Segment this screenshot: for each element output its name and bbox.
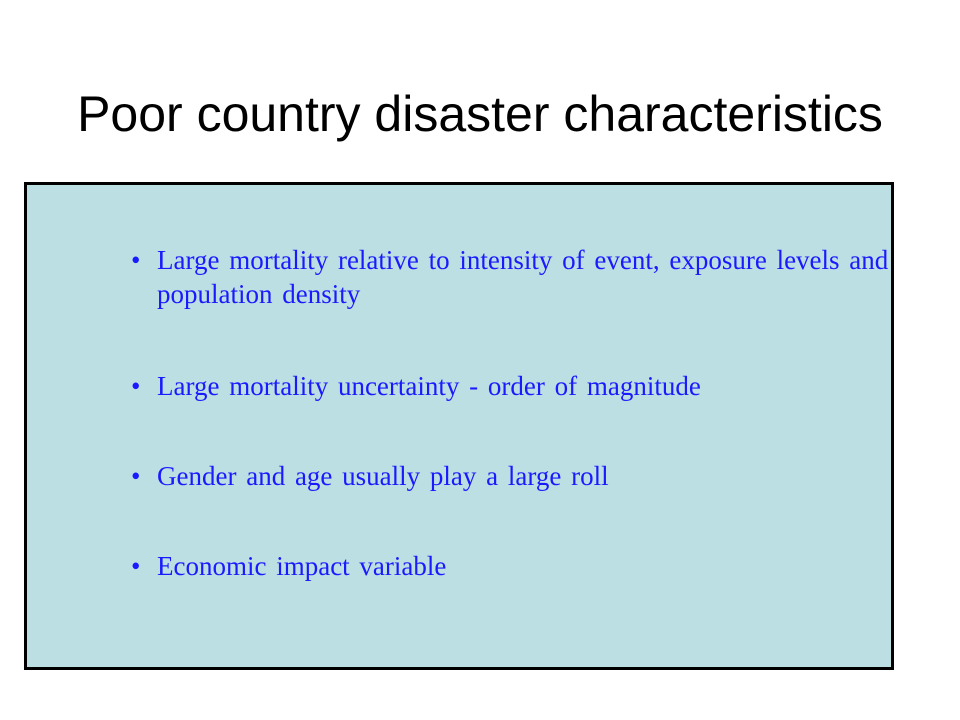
bullet-text: Large mortality uncertainty - order of magnitude <box>157 371 701 401</box>
content-box <box>24 182 894 670</box>
bullet-text: Economic impact variable <box>157 551 447 581</box>
bullet-item-mortality-uncertainty <box>131 369 891 403</box>
bullet-item-mortality-relative <box>131 243 891 311</box>
bullet-mark: • <box>131 371 141 401</box>
bullet-mark: • <box>131 461 141 491</box>
bullet-text: Large mortality relative to intensity of event, exposure levels and population density <box>157 245 889 309</box>
bullet-list <box>131 243 891 641</box>
bullet-text: Gender and age usually play a large roll <box>157 461 609 491</box>
bullet-item-economic-impact <box>131 549 891 583</box>
slide-title: Poor country disaster characteristics <box>77 86 883 142</box>
bullet-mark: • <box>131 245 141 275</box>
bullet-mark: • <box>131 551 141 581</box>
bullet-item-gender-age <box>131 459 891 493</box>
